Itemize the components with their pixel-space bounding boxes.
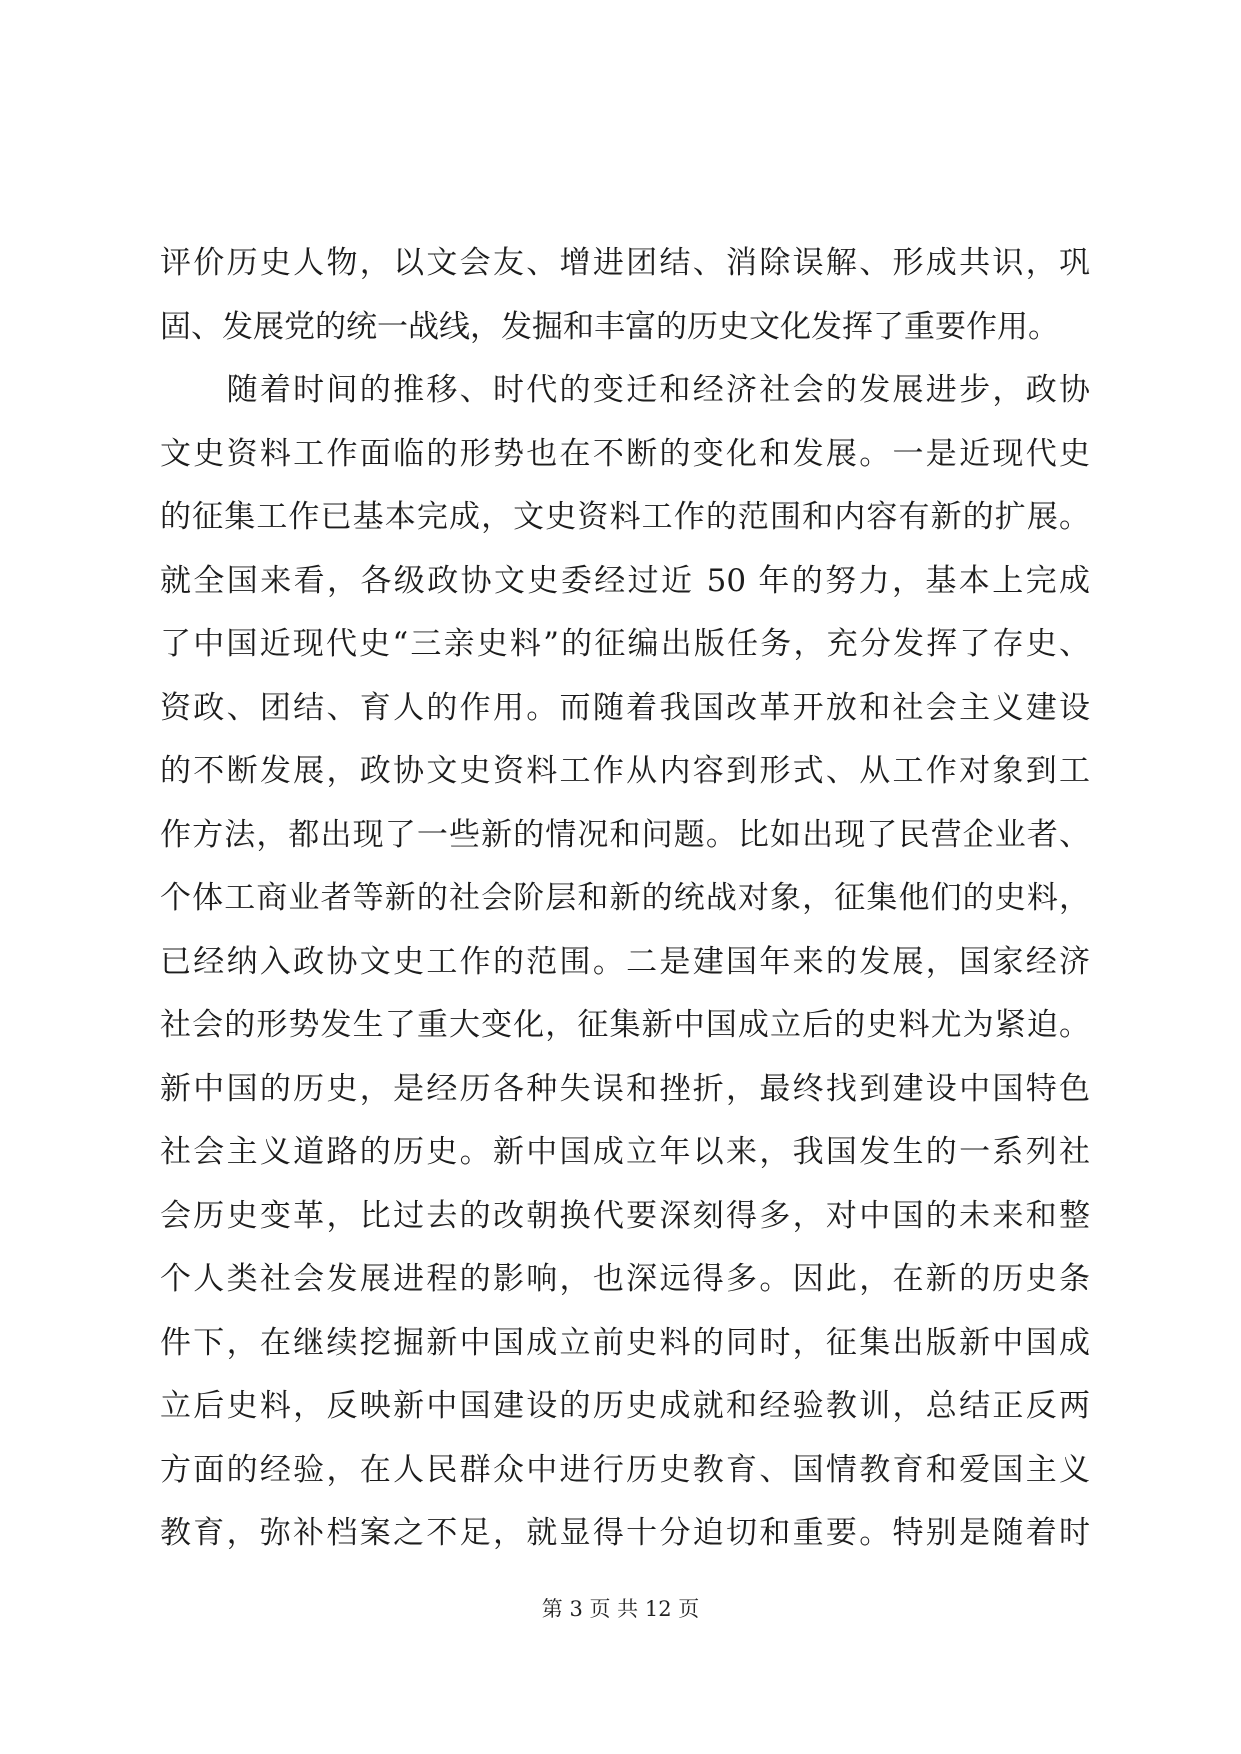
- text-line: 固、发展党的统一战线，发掘和丰富的历史文化发挥了重要作用。: [160, 308, 1059, 345]
- text-line: 文史资料工作面临的形势也在不断的变化和发展。一是近现代史: [160, 435, 1090, 472]
- text-line: 立后史料，反映新中国建设的历史成就和经验教训，总结正反两: [160, 1388, 1090, 1424]
- text-line: 教育，弥补档案之不足，就显得十分迫切和重要。特别是随着时: [160, 1515, 1090, 1551]
- text-line: 方面的经验，在人民群众中进行历史教育、国情教育和爱国主义: [160, 1451, 1090, 1488]
- text-line: 已经纳入政协文史工作的范围。二是建国年来的发展，国家经济: [160, 943, 1090, 980]
- text-line: 的征集工作已基本完成，文史资料工作的范围和内容有新的扩展。: [160, 499, 1090, 535]
- body-text: [160, 232, 1090, 1566]
- text-line: 个人类社会发展进程的影响，也深远得多。因此，在新的历史条: [160, 1261, 1090, 1297]
- text-line: 评价历史人物，以文会友、增进团结、消除误解、形成共识，巩: [160, 245, 1090, 281]
- text-line: 件下，在继续挖掘新中国成立前史料的同时，征集出版新中国成: [160, 1324, 1090, 1361]
- text-line: 个体工商业者等新的社会阶层和新的统战对象，征集他们的史料，: [160, 880, 1090, 916]
- text-line: 随着时间的推移、时代的变迁和经济社会的发展进步，政协: [160, 372, 1090, 408]
- text-line: 会历史变革，比过去的改朝换代要深刻得多，对中国的未来和整: [160, 1197, 1090, 1234]
- page-footer: 第 3 页 共 12 页: [541, 1597, 700, 1621]
- text-line: 社会主义道路的历史。新中国成立年以来，我国发生的一系列社: [160, 1134, 1090, 1170]
- text-line: 新中国的历史，是经历各种失误和挫折，最终找到建设中国特色: [160, 1070, 1090, 1107]
- text-line: 了中国近现代史“三亲史料”的征编出版任务，充分发挥了存史、: [160, 626, 1090, 662]
- text-line: 社会的形势发生了重大变化，征集新中国成立后的史料尤为紧迫。: [160, 1007, 1090, 1043]
- text-line: 的不断发展，政协文史资料工作从内容到形式、从工作对象到工: [160, 753, 1090, 789]
- text-line: 作方法，都出现了一些新的情况和问题。比如出现了民营企业者、: [160, 816, 1090, 853]
- text-line: 就全国来看，各级政协文史委经过近 50 年的努力，基本上完成: [160, 562, 1090, 599]
- text-line: 资政、团结、育人的作用。而随着我国改革开放和社会主义建设: [160, 689, 1090, 726]
